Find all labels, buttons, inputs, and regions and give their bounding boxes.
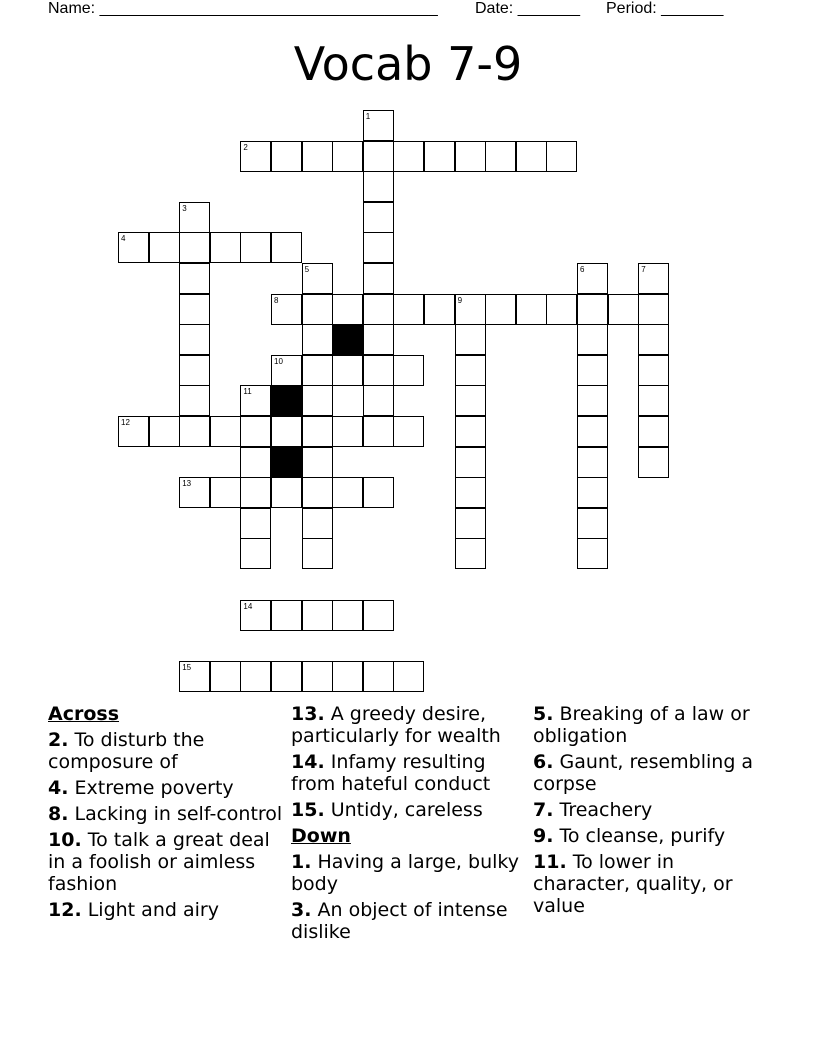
crossword-cell[interactable]: [638, 294, 669, 325]
crossword-cell[interactable]: [638, 385, 669, 416]
clue-down-11: 11. To lower in character, quality, or value: [533, 851, 733, 917]
crossword-cell[interactable]: [363, 232, 394, 263]
crossword-cell[interactable]: [455, 477, 486, 508]
crossword-cell[interactable]: [577, 385, 608, 416]
crossword-cell[interactable]: [302, 355, 333, 386]
crossword-cell[interactable]: [332, 600, 363, 631]
clue-across-4: 4. Extreme poverty: [48, 777, 234, 799]
clue-number-label: 10: [274, 356, 283, 366]
crossword-cell[interactable]: [393, 141, 424, 172]
crossword-cell[interactable]: [455, 508, 486, 539]
crossword-cell[interactable]: [638, 324, 669, 355]
crossword-cell[interactable]: [302, 538, 333, 569]
clue-number-label: 2: [243, 142, 248, 152]
crossword-cell[interactable]: [210, 232, 241, 263]
crossword-cell[interactable]: [149, 416, 180, 447]
clue-number-label: 14: [243, 601, 253, 611]
across-heading: Across: [48, 703, 120, 725]
clue-number-label: 8: [274, 295, 279, 305]
crossword-cell[interactable]: [424, 141, 455, 172]
crossword-cell[interactable]: [240, 416, 271, 447]
clue-number-label: 1: [365, 112, 371, 121]
crossword-cell[interactable]: [302, 324, 333, 355]
crossword-cell[interactable]: [332, 141, 363, 172]
crossword-cell[interactable]: [638, 447, 669, 478]
crossword-cell[interactable]: [393, 355, 424, 386]
crossword-cell[interactable]: [179, 232, 210, 263]
crossword-cell[interactable]: [455, 447, 486, 478]
crossword-cell[interactable]: [546, 294, 577, 325]
crossword-cell[interactable]: [455, 416, 486, 447]
crossword-cell[interactable]: [577, 538, 608, 569]
clue-down-5: 5. Breaking of a law or obligation: [533, 703, 750, 747]
clue-number-label: 6: [580, 265, 585, 274]
clue-number-label: 11: [243, 387, 252, 397]
crossword-cell[interactable]: [240, 232, 271, 263]
crossword-cell[interactable]: [302, 385, 333, 416]
crossword-cell[interactable]: [302, 416, 333, 447]
crossword-cell[interactable]: [240, 508, 271, 539]
crossword-cell[interactable]: [179, 294, 210, 325]
crossword-cell[interactable]: [393, 416, 424, 447]
crossword-block: [332, 324, 363, 355]
crossword-cell[interactable]: [363, 355, 394, 386]
crossword-cell[interactable]: [332, 416, 363, 447]
crossword-cell[interactable]: [210, 477, 241, 508]
crossword-cell[interactable]: [179, 355, 210, 386]
clue-across-15: 15. Untidy, careless: [291, 799, 483, 821]
crossword-cell[interactable]: [485, 141, 516, 172]
crossword-cell[interactable]: [332, 661, 363, 692]
crossword-cell[interactable]: [302, 447, 333, 478]
clue-number-label: 9: [457, 295, 463, 305]
crossword-cell[interactable]: [302, 141, 333, 172]
crossword-cell[interactable]: [332, 355, 363, 386]
clue-down-9: 9. To cleanse, purify: [533, 825, 726, 847]
crossword-cell[interactable]: [271, 600, 302, 631]
clue-column-3: [533, 703, 769, 921]
crossword-cell[interactable]: [363, 416, 394, 447]
crossword-cell[interactable]: [546, 141, 577, 172]
date-label: Date: _______: [475, 0, 580, 17]
crossword-cell[interactable]: [393, 294, 424, 325]
crossword-cell[interactable]: [393, 661, 424, 692]
page-title: Vocab 7-9: [293, 37, 523, 91]
clue-number-label: 7: [641, 265, 646, 274]
crossword-cell[interactable]: [577, 294, 608, 325]
crossword-cell[interactable]: [577, 324, 608, 355]
clue-down-6: 6. Gaunt, resembling a corpse: [533, 751, 754, 795]
crossword-cell[interactable]: [363, 263, 394, 294]
crossword-cell[interactable]: [455, 355, 486, 386]
crossword-cell[interactable]: [210, 661, 241, 692]
clue-across-14: 14. Infamy resulting from hateful conduct: [291, 751, 491, 795]
crossword-block: [271, 385, 302, 416]
crossword-cell[interactable]: [240, 661, 271, 692]
crossword-cell[interactable]: [240, 538, 271, 569]
crossword-cell[interactable]: [363, 477, 394, 508]
period-label: Period: _______: [606, 0, 724, 17]
clue-column-2: [291, 703, 527, 947]
crossword-cell[interactable]: [638, 355, 669, 386]
clue-number-label: 15: [182, 662, 192, 672]
crossword-cell[interactable]: [302, 294, 333, 325]
crossword-cell[interactable]: [149, 232, 180, 263]
crossword-cell[interactable]: [363, 385, 394, 416]
crossword-cell[interactable]: [302, 508, 333, 539]
clue-number-label: 13: [182, 479, 192, 489]
clue-down-1: 1. Having a large, bulky body: [291, 851, 519, 895]
crossword-cell[interactable]: [577, 447, 608, 478]
crossword-cell[interactable]: [577, 477, 608, 508]
clue-number-label: 4: [121, 234, 126, 244]
clue-column-1: [48, 703, 284, 925]
crossword-block: [271, 447, 302, 478]
name-label: Name: ______________________________________: [48, 0, 438, 17]
crossword-cell[interactable]: [424, 294, 455, 325]
clue-across-2: 2. To disturb the composure of: [48, 729, 205, 773]
crossword-cell[interactable]: [179, 385, 210, 416]
crossword-cell[interactable]: [516, 294, 547, 325]
crossword-cell[interactable]: [302, 661, 333, 692]
crossword-cell[interactable]: [363, 661, 394, 692]
clue-across-12: 12. Light and airy: [48, 899, 219, 921]
crossword-cell[interactable]: [577, 508, 608, 539]
crossword-cell[interactable]: [271, 477, 302, 508]
crossword-cell[interactable]: [302, 600, 333, 631]
crossword-cell[interactable]: [179, 416, 210, 447]
crossword-cell[interactable]: [485, 294, 516, 325]
crossword-cell[interactable]: [240, 447, 271, 478]
crossword-cell[interactable]: [516, 141, 547, 172]
crossword-cell[interactable]: [577, 355, 608, 386]
crossword-cell[interactable]: [332, 294, 363, 325]
crossword-cell[interactable]: [363, 171, 394, 202]
clue-number-label: 5: [304, 265, 310, 274]
crossword-cell[interactable]: [608, 294, 639, 325]
crossword-cell[interactable]: [638, 416, 669, 447]
clue-across-13: 13. A greedy desire, particularly for wealth: [291, 703, 501, 747]
crossword-cell[interactable]: [302, 477, 333, 508]
crossword-cell[interactable]: [363, 141, 394, 172]
crossword-cell[interactable]: [210, 416, 241, 447]
crossword-cell[interactable]: [332, 477, 363, 508]
crossword-cell[interactable]: [363, 202, 394, 233]
crossword-cell[interactable]: [363, 294, 394, 325]
crossword-cell[interactable]: [455, 141, 486, 172]
crossword-cell[interactable]: [577, 416, 608, 447]
crossword-cell[interactable]: [271, 661, 302, 692]
clue-across-8: 8. Lacking in self-control: [48, 803, 283, 825]
clue-down-7: 7. Treachery: [533, 799, 653, 821]
crossword-cell[interactable]: [271, 416, 302, 447]
clue-number-label: 3: [182, 203, 187, 213]
crossword-cell[interactable]: [363, 600, 394, 631]
clue-number-label: 12: [121, 418, 130, 427]
crossword-cell[interactable]: [179, 324, 210, 355]
crossword-cell[interactable]: [271, 232, 302, 263]
clue-down-3: 3. An object of intense dislike: [291, 899, 508, 943]
crossword-cell[interactable]: [455, 385, 486, 416]
crossword-cell[interactable]: [240, 477, 271, 508]
crossword-cell[interactable]: [179, 263, 210, 294]
crossword-cell[interactable]: [363, 324, 394, 355]
crossword-cell[interactable]: [455, 324, 486, 355]
crossword-cell[interactable]: [271, 141, 302, 172]
down-heading: Down: [291, 825, 351, 847]
crossword-cell[interactable]: [455, 538, 486, 569]
clue-across-10: 10. To talk a great deal in a foolish or aimless fashion: [48, 829, 270, 895]
